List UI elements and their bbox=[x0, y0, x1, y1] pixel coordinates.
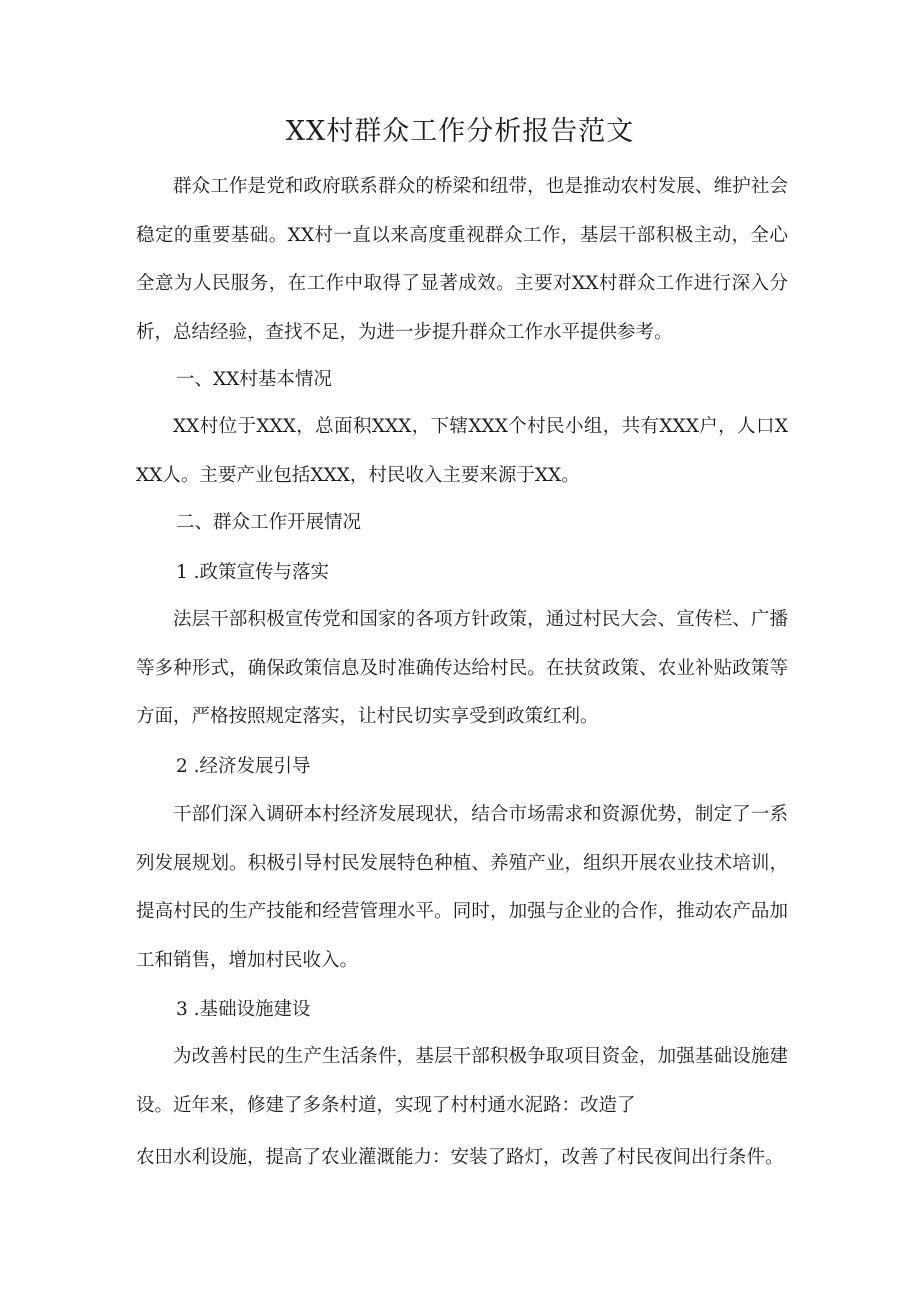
section-2-heading: 二、群众工作开展情况 bbox=[176, 512, 362, 533]
item-1-body: 法层干部积极宣传党和国家的各项方针政策，通过村民大会、宣传栏、广播等多种形式，确保政策信息及时准确传达给村民。在扶贫政策、农业补贴政策等方面，严格按照规定落实，让村民切实享受到政策红利。 bbox=[136, 609, 788, 727]
item-3-continuation: 农田水利设施，提高了农业灌溉能力：安装了路灯，改善了村民夜间出行条件。 bbox=[136, 1147, 784, 1168]
section-1-body: XX村位于XXX，总面积XXX，下辖XXX个村民小组，共有XXX户，人口XXX人。主要产业包括XXX，村民收入主要来源于XX。 bbox=[136, 416, 788, 486]
item-2-body: 干部们深入调研本村经济发展现状，结合市场需求和资源优势，制定了一系列发展规划。积极引导村民发展特色种植、养殖产业，组织开展农业技术培训，提高村民的生产技能和经营管理水平。同时，加强与企业的合作，推动农产品加工和销售，增加村民收入。 bbox=[136, 804, 788, 971]
item-3-body: 为改善村民的生产生活条件，基层干部积极争取项目资金，加强基础设施建设。近年来，修建了多条村道，实现了村村通水泥路：改造了 bbox=[136, 1046, 788, 1116]
intro-paragraph: 群众工作是党和政府联系群众的桥梁和纽带，也是推动农村发展、维护社会稳定的重要基础。XX村一直以来高度重视群众工作，基层干部积极主动，全心全意为人民服务，在工作中取得了显著成效。主要对XX村群众工作进行深入分析，总结经验，查找不足，为进一步提升群众工作水平提供参考。 bbox=[136, 176, 788, 343]
item-3-heading: 3 .基础设施建设 bbox=[176, 999, 311, 1020]
section-1-heading: 一、XX村基本情况 bbox=[176, 369, 332, 390]
item-1-heading: 1 .政策宣传与落实 bbox=[176, 562, 330, 583]
document-title: XX村群众工作分析报告范文 bbox=[285, 116, 635, 147]
item-2-heading: 2 .经济发展引导 bbox=[176, 756, 311, 777]
